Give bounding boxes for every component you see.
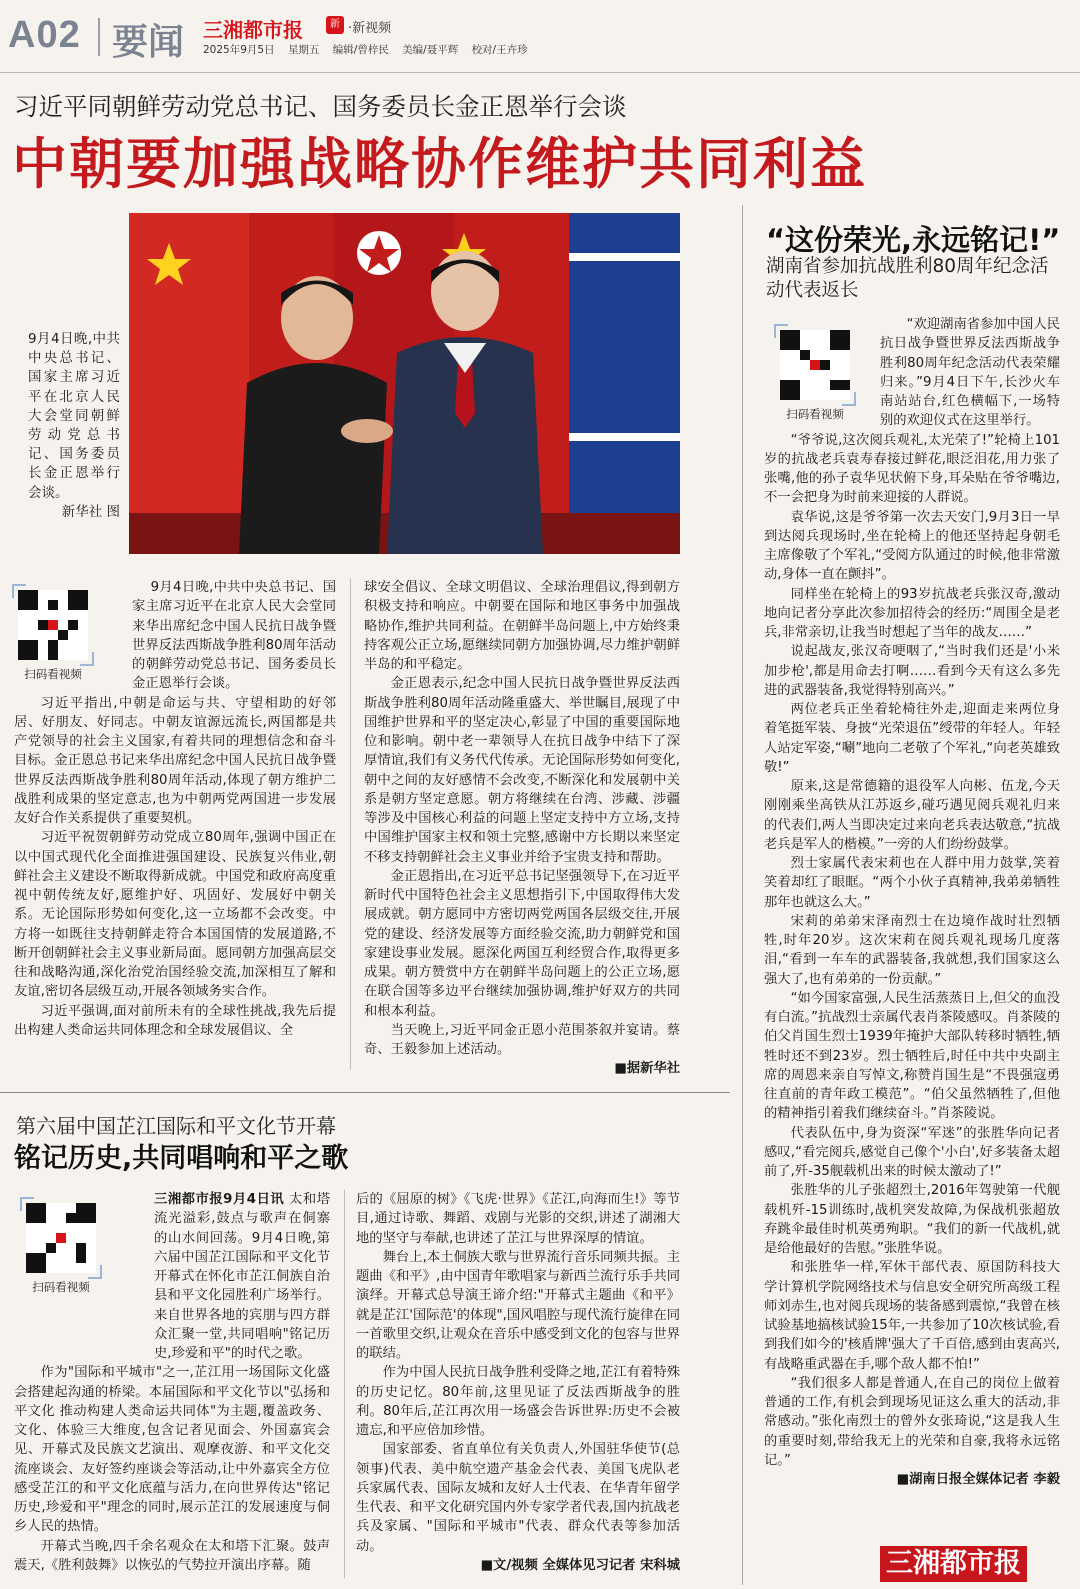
qr-label: 扫码看视频	[32, 1280, 90, 1294]
story2-paragraph: 作为"国际和平城市"之一,芷江用一场国际文化盛会搭建起沟通的桥梁。本届国际和平文化节以"弘扬和平文化 推动构建人类命运共同体"为主题,覆盖政务、文化、体验三大维度,包含记者见面会、外国嘉宾会见、开幕式及民族文艺演出、观摩夜游、和平文化交流座谈会、友好签约座谈会等活动,让中外嘉宾全方位感受芷江的和平文化底蕴与活力,在向世界传达"铭记历史,珍爱和平"理念的同时,展示芷江的发展速度与侗乡人民的热情。	[14, 1365, 330, 1535]
story3-paragraph: 同样坐在轮椅上的93岁抗战老兵张汉奇,激动地向记者分享此次参加招待会的经历:“周围全是老兵,非常亲切,让我当时想起了当年的战友……”	[764, 586, 1060, 640]
story3-paragraph: 袁华说,这是爷爷第一次去天安门,9月3日一早到达阅兵现场时,坐在轮椅上的他还坚持起身朝毛主席像敬了个军礼,“受阅方队通过的时候,他非常激动,身体一直在颤抖”。	[764, 509, 1060, 583]
brand-logo: 三湘都市报	[203, 18, 303, 42]
lead-kicker: 习近平同朝鲜劳动党总书记、国务委员长金正恩举行会谈	[14, 92, 627, 121]
story2-paragraph: 国家部委、省直单位有关负责人,外国驻华使节(总领事)代表、美中航空遗产基金会代表、美国飞虎队老兵家属代表、国际友城和友好人士代表、在华青年留学生代表、和平文化研究国内外专家学者代表,国内抗战老兵及家属、"国际和平城市"代表、群众代表等参加活动。	[356, 1442, 680, 1554]
column-divider	[742, 205, 743, 1585]
lead-paragraph: 球安全倡议、全球文明倡议、全球治理倡议,得到朝方积极支持和响应。中朝要在国际和地区事务中加强战略协作,维护共同利益。在朝鲜半岛问题上,中方始终秉持客观公正立场,愿继续同朝方加强协调,尽力维护朝鲜半岛的和平稳定。	[364, 580, 680, 672]
lead-paragraph: 金正恩表示,纪念中国人民抗日战争暨世界反法西斯战争胜利80周年活动隆重盛大、举世瞩目,展现了中国维护世界和平的坚定决心,彰显了中国的重要国际地位和影响。朝中老一辈领导人在抗日战争中结下了深厚情谊,我们有义务代代传承。无论国际形势如何变化,朝中之间的友好感情不会改变,不断深化和发展朝中关系是朝方坚定意愿。朝方将继续在台湾、涉藏、涉疆等涉及中国核心利益的问题上坚定支持中方立场,支持中国维护国家主权和领土完整,感谢中方长期以来坚定不移支持朝鲜社会主义事业并给予宝贵支持和帮助。	[364, 676, 680, 865]
story2-signature: ■文/视频 全媒体见习记者 宋科城	[480, 1557, 680, 1573]
story3-subhead: 湖南省参加抗战胜利80周年纪念活动代表返长	[766, 256, 1049, 301]
masthead-rule	[0, 72, 1080, 73]
story2-dateline: 三湘都市报9月4日讯	[154, 1192, 285, 1207]
lead-paragraph: 习近平指出,中朝是命运与共、守望相助的好邻居、好朋友、好同志。中朝友谊源远流长,两国都是共产党领导的社会主义国家,有着共同的理想信念和奋斗目标。金正恩总书记来华出席纪念中国人民抗日战争暨世界反法西斯战争胜利80周年活动,体现了朝方维护二战胜利成果的坚定意志,也为中朝两党两国进一步发展友好合作关系提供了重要契机。	[14, 695, 336, 826]
story2-headline: 铭记历史,共同唱响和平之歌	[14, 1143, 349, 1174]
issue-weekday: 星期五	[287, 44, 320, 56]
issue-date: 2025年9月5日	[203, 44, 275, 56]
column-divider	[350, 578, 351, 1070]
story2-lead-text: 太和塔流光溢彩,鼓点与歌声在侗寨的山水间回荡。9月4日晚,第六届中国芷江国际和平文化节开幕式在怀化市芷江侗族自治县和平文化园胜利广场举行。来自世界各地的宾朋与四方群众汇聚一堂,共同唱响"铭记历史,珍爱和平"的时代之歌。	[154, 1192, 330, 1361]
story3-paragraph: 说起战友,张汉奇哽咽了,“当时我们还是'小米加步枪',都是用命去打啊……看到今天有这么多先进的武器装备,我觉得特别高兴。”	[764, 644, 1060, 698]
caption-text: 9月4日晚,中共中央总书记、国家主席习近平在北京人民大会堂同朝鲜劳动党总书记、国务委员长金正恩举行会谈。	[28, 331, 120, 501]
lead-column-1	[14, 578, 336, 1040]
qr-label: 扫码看视频	[24, 667, 82, 681]
handshake-photo	[129, 213, 680, 554]
lead-paragraph: 当天晚上,习近平同金正恩小范围茶叙并宴请。蔡奇、王毅参加上述活动。	[364, 1022, 680, 1057]
story2-column-1	[14, 1190, 330, 1575]
story3-paragraph: “如今国家富强,人民生活蒸蒸日上,但父的血没有白流。”抗战烈士亲属代表肖茶陵感叹。肖茶陵的伯父肖国生烈士1939年掩护大部队转移时牺牲,牺牲时还不到23岁。烈士牺牲后,时任中共中央副主席的周恩来亲自写悼文,称赞肖国生是“不畏强寇勇往直前的青年政工模范”。“伯父虽然牺牲了,但他的精神指引着我们继续奋斗。”肖茶陵说。	[764, 990, 1060, 1122]
lead-paragraph: 习近平强调,面对前所未有的全球性挑战,我先后提出构建人类命运共同体理念和全球发展倡议、全	[14, 1003, 336, 1038]
story3-column	[764, 315, 1060, 1489]
story2-column-2	[356, 1190, 680, 1575]
lead-signature: ■据新华社	[614, 1061, 680, 1077]
story3-paragraph: “我们很多人都是普通人,在自己的岗位上做着普通的工作,有机会到现场见证这么重大的活动,非常感动。”张化南烈士的曾外女张琦说,“这是我人生的重要时刻,带给我无上的光荣和自豪,我将永远铭记。”	[764, 1375, 1060, 1468]
lead-paragraph: 习近平祝贺朝鲜劳动党成立80周年,强调中国正在以中国式现代化全面推进强国建设、民族复兴伟业,朝鲜社会主义建设不断取得新成就。中国党和政府高度重视中朝传统友好,愿维护好、巩固好、发展好中朝关系。无论国际形势如何变化,这一立场都不会改变。中方将一如既往支持朝鲜走符合本国国情的发展道路,不断开创朝鲜社会主义事业新局面。愿同朝方加强高层交往和战略沟通,深化治党治国经验交流,加深相互了解和友谊,密切各层级互动,开展各领域务实合作。	[14, 830, 336, 1000]
story2-paragraph: 作为中国人民抗日战争胜利受降之地,芷江有着特殊的历史记忆。80年前,这里见证了反法西斯战争的胜利。80年后,芷江再次用一场盛会告诉世界:历史不会被遗忘,和平应倍加珍惜。	[356, 1365, 680, 1438]
photo-caption	[28, 330, 120, 522]
page-number: A02	[8, 14, 81, 56]
section-label: 要闻	[112, 22, 185, 63]
brand-sub: ·新视频	[348, 21, 392, 36]
story3-signature: ■湖南日报全媒体记者 李毅	[896, 1472, 1060, 1487]
story3-paragraph: “欢迎湖南省参加中国人民抗日战争暨世界反法西斯战争胜利80周年纪念活动代表荣耀归来。”9月4日下午,长沙火车南站站台,红色横幅下,一场特别的欢迎仪式在这里举行。	[880, 317, 1060, 429]
story3-paragraph: 张胜华的儿子张超烈士,2016年驾驶第一代舰载机歼-15训练时,战机突发故障,为保战机张超放弃跳伞最佳时机英勇殉职。“我们的新一代战机,就是给他最好的告慰。”张胜华说。	[764, 1183, 1060, 1256]
designer-credit: 美编/聂平辉	[402, 44, 459, 56]
story2-paragraph: 开幕式当晚,四千余名观众在太和塔下汇聚。鼓声震天,《胜利鼓舞》以恢弘的气势拉开演出序幕。随	[14, 1538, 330, 1573]
masthead-divider	[98, 18, 100, 56]
story3-headline: “这份荣光,永远铭记!”	[766, 223, 1061, 257]
story3-paragraph: 两位老兵正坐着轮椅往外走,迎面走来两位身着笔挺军装、身披“光荣退伍”绶带的年轻人。年轻人站定军姿,“唰”地向二老敬了个军礼,“向老英雄致敬!”	[764, 702, 1060, 775]
story2-paragraph: 舞台上,本土侗族大歌与世界流行音乐同频共振。主题曲《和平》,由中国青年歌唱家与新西兰流行乐手共同演绎。开幕式总导演王谛介绍:"开幕式主题曲《和平》就是芷江'国际范'的体现",国风唱腔与现代流行旋律在同一首歌里交织,让观众在音乐中感受到文化的包容与世界的联结。	[356, 1249, 680, 1361]
story2-paragraph	[14, 1190, 330, 1363]
story2-paragraph: 后的《屈原的树》《飞虎·世界》《芷江,向海而生!》等节目,通过诗歌、舞蹈、戏剧与光影的交织,讲述了湖湘大地的坚守与奉献,也讲述了芷江与世界深厚的情谊。	[356, 1192, 680, 1246]
story3-paragraph: 烈士家属代表宋莉也在人群中用力鼓掌,笑着笑着却红了眼眶。“两个小伙子真精神,我弟弟牺牲那年也就这么大。”	[764, 856, 1060, 910]
story3-paragraph: 和张胜华一样,军休干部代表、原国防科技大学计算机学院网络技术与信息安全研究所高级工程师刘赤生,也对阅兵现场的装备感到震惊,“我曾在核试验基地搞核试验15年,一共参加了10次核试验,看到我们如今的'核盾牌'强大了千百倍,感到由衷高兴,有战略重武器在手,哪个敌人都不怕!”	[764, 1260, 1060, 1372]
story3-paragraph: 宋莉的弟弟宋泽南烈士在边境作战时壮烈牺牲,时年20岁。这次宋莉在阅兵观礼现场几度落泪,“看到一车车的武器装备,我就想,我们国家这么强大了,也有弟弟的一份贡献。”	[764, 913, 1060, 987]
footer-brand-logo: 三湘都市报	[880, 1546, 1027, 1582]
story-separator	[0, 1092, 730, 1093]
lead-photo	[129, 213, 680, 554]
brand-badge-icon: 新	[326, 16, 344, 34]
lead-column-2	[364, 578, 680, 1079]
column-divider	[344, 1190, 345, 1578]
lead-paragraph: 9月4日晚,中共中央总书记、国家主席习近平在北京人民大会堂同来华出席纪念中国人民抗日战争暨世界反法西斯战争胜利80周年活动的朝鲜劳动党总书记、国务委员长金正恩举行会谈。	[132, 580, 336, 692]
story3-paragraph: “爷爷说,这次阅兵观礼,太光荣了!”轮椅上101岁的抗战老兵袁寿春接过鲜花,眼泛泪花,用力张了张嘴,他的孙子袁华见状俯下身,耳朵贴在爷爷嘴边,不一会把身为时前来迎接的人群说。	[764, 432, 1060, 506]
proofreader-credit: 校对/王卉珍	[471, 44, 528, 56]
story3-paragraph: 原来,这是常德籍的退役军人向彬、伍龙,今天刚刚乘坐高铁从江苏返乡,碰巧遇见阅兵观礼归来的代表们,两人当即决定过来向老兵表达敬意,“抗战老兵是军人的楷模。”一旁的人们纷纷鼓掌。	[764, 779, 1060, 852]
qr-label: 扫码看视频	[786, 407, 844, 421]
lead-headline: 中朝要加强战略协作维护共同利益	[12, 132, 868, 196]
story3-paragraph: 代表队伍中,身为资深“军迷”的张胜华向记者感叹,“看完阅兵,感觉自己像个'小白',好多装备太超前了,歼-35舰载机出来的时候太激动了!”	[764, 1125, 1060, 1179]
issue-meta	[203, 42, 538, 57]
lead-paragraph: 金正恩指出,在习近平总书记坚强领导下,在习近平新时代中国特色社会主义思想指引下,中国取得伟大发展成就。朝方愿同中方密切两党两国各层级交往,开展党的建设、经济发展等方面经验交流,助力朝鲜党和国家建设事业发展。愿深化两国互利经贸合作,取得更多成果。朝方赞赏中方在朝鲜半岛问题上的公正立场,愿在联合国等多边平台继续加强协调,维护好双方的共同和根本利益。	[364, 868, 680, 1019]
caption-credit: 新华社 图	[61, 503, 120, 520]
story2-kicker: 第六届中国芷江国际和平文化节开幕	[16, 1114, 336, 1138]
editor-credit: 编辑/曾梓民	[332, 44, 389, 56]
